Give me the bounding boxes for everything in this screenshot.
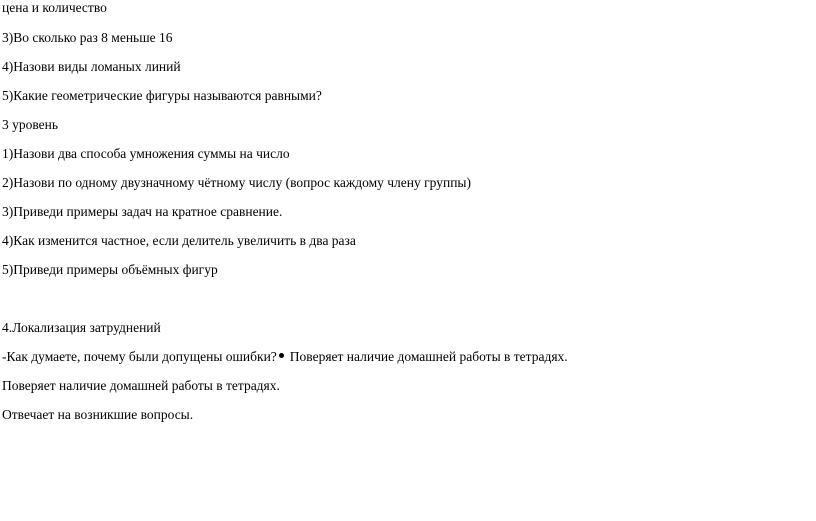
text-line-price-quantity: цена и количество (2, 0, 107, 15)
homework-check-text: Поверяет наличие домашней работы в тетрадях. (289, 349, 568, 364)
question-5-equal-figures: 5)Какие геометрические фигуры называются равными? (2, 88, 322, 103)
question-3-how-many-times: 3)Во сколько раз 8 меньше 16 (2, 30, 173, 45)
section-4-localization-heading: 4.Локализация затруднений (2, 320, 161, 335)
question-4-polyline-types: 4)Назови виды ломаных линий (2, 59, 181, 74)
level-3-heading: 3 уровень (2, 117, 59, 132)
level3-question-5: 5)Приведи примеры объёмных фигур (2, 262, 218, 277)
level3-question-2: 2)Назови по одному двузначному чётному числу (вопрос каждому члену группы) (2, 175, 471, 190)
level3-question-3: 3)Приведи примеры задач на кратное сравнение. (2, 204, 283, 219)
homework-check-line: Поверяет наличие домашней работы в тетрадях. (2, 378, 280, 393)
answers-questions-line: Отвечает на возникшие вопросы. (2, 407, 194, 422)
question-errors-text: -Как думаете, почему были допущены ошибки? (2, 349, 277, 364)
bullet-icon (279, 353, 284, 358)
question-errors-line (2, 349, 568, 365)
level3-question-1: 1)Назови два способа умножения суммы на число (2, 146, 290, 161)
level3-question-4: 4)Как изменится частное, если делитель увеличить в два раза (2, 233, 356, 248)
